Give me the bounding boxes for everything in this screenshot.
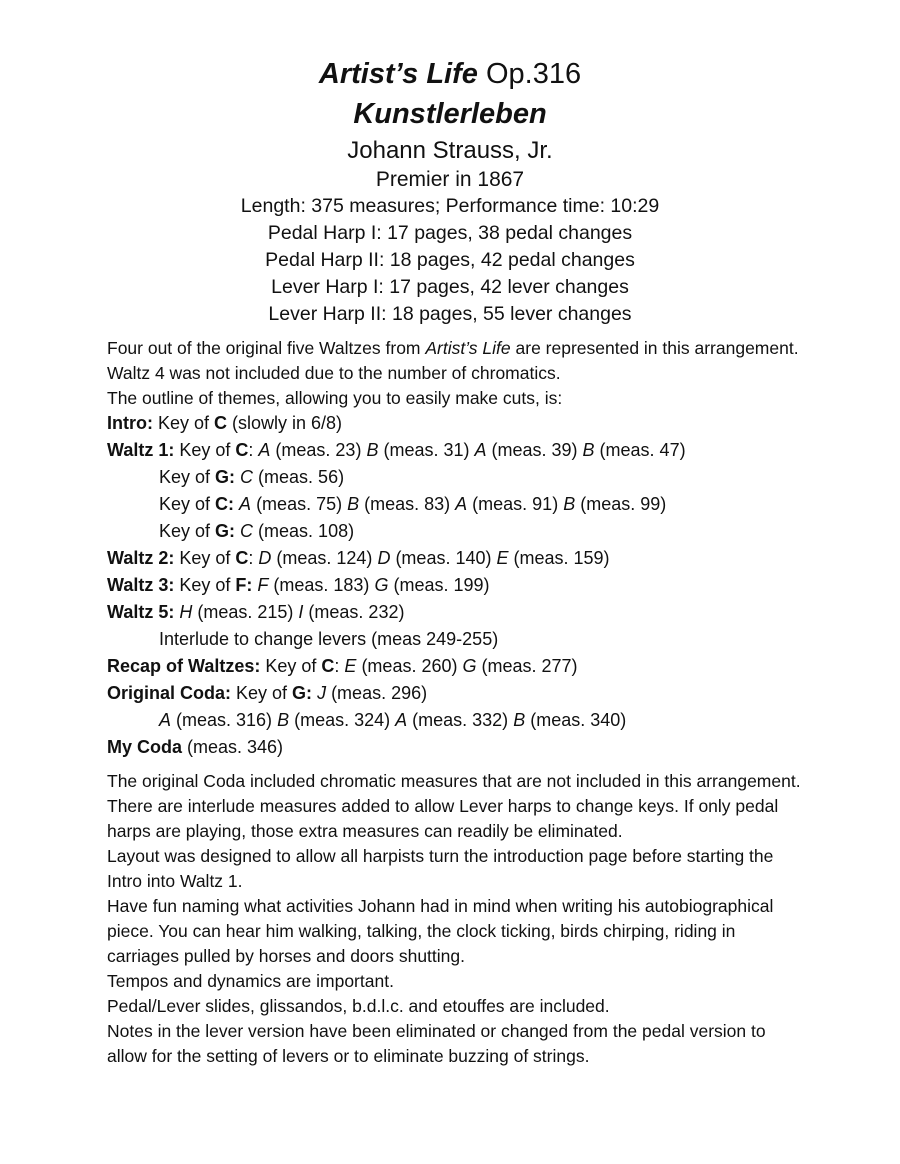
- outline-text: Key of: [159, 521, 216, 541]
- outline-theme: F: [257, 575, 269, 595]
- outline-coda-line2: [107, 707, 827, 734]
- outline-text: (meas. 47): [594, 440, 686, 460]
- outline-waltz1: [107, 437, 827, 464]
- outline-my-coda: [107, 734, 827, 761]
- outline-theme: A: [258, 440, 271, 460]
- title-opus: Op.316: [477, 58, 582, 90]
- outline-text: (meas. 215): [192, 602, 299, 622]
- intro-paragraph: [107, 336, 807, 411]
- stats-block: [0, 193, 900, 328]
- outline-text: (meas. 260): [356, 656, 463, 676]
- outline-key: C: [214, 413, 228, 433]
- outline-theme: H: [179, 602, 193, 622]
- outline-theme: G: [462, 656, 477, 676]
- intro-text-1: Four out of the original five Waltzes from: [107, 338, 426, 358]
- outline-theme: B: [582, 440, 595, 460]
- outline-theme: B: [277, 710, 290, 730]
- outline-text: :: [248, 548, 259, 568]
- note-item: Tempos and dynamics are important.: [107, 971, 394, 991]
- stats-length: Length: 375 measures; Performance time: 10:29: [240, 195, 660, 217]
- notes-block: [107, 769, 807, 1069]
- outline-label: Waltz 5:: [107, 602, 175, 622]
- intro-title-italic: Artist’s Life: [425, 338, 511, 358]
- subtitle: Kunstlerleben: [353, 98, 547, 130]
- stats-pedal-harp-2: Pedal Harp II: 18 pages, 42 pedal changes: [265, 249, 635, 271]
- outline-text: (meas. 56): [253, 467, 345, 487]
- outline-key: C: [235, 548, 249, 568]
- outline-label: Waltz 2:: [107, 548, 175, 568]
- outline-text: :: [248, 440, 259, 460]
- outline-label: My Coda: [107, 737, 183, 757]
- intro-text-3: The outline of themes, allowing you to easily make cuts, is:: [107, 388, 563, 408]
- composer: Johann Strauss, Jr.: [347, 137, 553, 164]
- outline-theme: A: [474, 440, 487, 460]
- outline-text: (meas. 108): [253, 521, 355, 541]
- outline-text: Key of: [174, 575, 236, 595]
- note-item: Layout was designed to allow all harpists turn the introduction page before starting the Intro into Waltz 1.: [107, 846, 774, 891]
- outline-original-coda: [107, 680, 827, 707]
- outline-theme: B: [366, 440, 379, 460]
- outline-theme: E: [344, 656, 357, 676]
- outline-text: (meas. 91): [467, 494, 564, 514]
- outline-text: (meas. 346): [182, 737, 284, 757]
- themes-outline: [107, 410, 827, 761]
- note-item: The original Coda included chromatic measures that are not included in this arrangement.: [107, 771, 801, 791]
- note-item: Pedal/Lever slides, glissandos, b.d.l.c. and etouffes are included.: [107, 996, 610, 1016]
- outline-text: (meas. 324): [289, 710, 396, 730]
- outline-label: Waltz 1:: [107, 440, 175, 460]
- intro-text-2: are represented in this arrangement. Waltz 4 was not included due to the number of chromatics.: [107, 338, 799, 383]
- outline-waltz1-c: [107, 491, 827, 518]
- outline-text: (meas. 277): [476, 656, 578, 676]
- outline-text: :: [334, 656, 345, 676]
- outline-theme: B: [347, 494, 360, 514]
- outline-text: Key of: [152, 413, 215, 433]
- outline-label: Intro:: [107, 413, 153, 433]
- outline-waltz5: [107, 599, 827, 626]
- outline-text: Key of: [159, 467, 216, 487]
- outline-recap: [107, 653, 827, 680]
- stats-lever-harp-2: Lever Harp II: 18 pages, 55 lever changes: [268, 303, 632, 325]
- title-italic: Artist’s Life: [318, 58, 478, 90]
- outline-theme: A: [239, 494, 252, 514]
- outline-key: C:: [215, 494, 235, 514]
- outline-waltz1-g2: [107, 518, 827, 545]
- outline-theme: C: [240, 467, 254, 487]
- outline-text: (meas. 183): [268, 575, 375, 595]
- premier-line: Premier in 1867: [375, 168, 525, 191]
- outline-text: (meas. 39): [486, 440, 583, 460]
- outline-theme: J: [317, 683, 327, 703]
- outline-text: (meas. 75): [251, 494, 348, 514]
- outline-text: (meas. 140): [390, 548, 497, 568]
- outline-theme: I: [298, 602, 304, 622]
- outline-text: (meas. 159): [508, 548, 610, 568]
- outline-theme: A: [455, 494, 468, 514]
- outline-label: Waltz 3:: [107, 575, 175, 595]
- outline-text: (meas. 31): [378, 440, 475, 460]
- outline-theme: D: [377, 548, 391, 568]
- outline-text: (meas. 296): [326, 683, 428, 703]
- outline-text: Key of: [159, 494, 216, 514]
- outline-text: Key of: [174, 548, 236, 568]
- outline-theme: B: [513, 710, 526, 730]
- outline-text: Key of: [260, 656, 322, 676]
- outline-label: Original Coda:: [107, 683, 232, 703]
- title: [0, 55, 900, 93]
- outline-text: (slowly in 6/8): [227, 413, 343, 433]
- note-item: There are interlude measures added to allow Lever harps to change keys. If only pedal harps are playing, those extra measures can readily be eliminated.: [107, 796, 779, 841]
- outline-theme: E: [496, 548, 509, 568]
- outline-text: (meas. 124): [271, 548, 378, 568]
- note-item: Notes in the lever version have been eliminated or changed from the pedal version to allow for the setting of levers or to eliminate buzzing of strings.: [107, 1021, 766, 1066]
- outline-theme: C: [240, 521, 254, 541]
- outline-key: F:: [235, 575, 253, 595]
- outline-key: C: [235, 440, 249, 460]
- outline-key: G:: [215, 467, 236, 487]
- outline-key: G:: [215, 521, 236, 541]
- outline-text: (meas. 199): [388, 575, 490, 595]
- outline-text: (meas. 332): [407, 710, 514, 730]
- stats-pedal-harp-1: Pedal Harp I: 17 pages, 38 pedal changes: [267, 222, 633, 244]
- outline-theme: A: [159, 710, 172, 730]
- outline-theme: B: [563, 494, 576, 514]
- outline-text: (meas. 23): [270, 440, 367, 460]
- outline-theme: G: [374, 575, 389, 595]
- outline-text: Key of: [231, 683, 293, 703]
- outline-text: Key of: [174, 440, 236, 460]
- stats-lever-harp-1: Lever Harp I: 17 pages, 42 lever changes: [271, 276, 629, 298]
- note-item: Have fun naming what activities Johann had in mind when writing his autobiographical piece. You can hear him walking, talking, the clock ticking, birds chirping, riding in carriages pulled by horses and doors shutting.: [107, 896, 774, 966]
- outline-label: Recap of Waltzes:: [107, 656, 261, 676]
- outline-theme: D: [258, 548, 272, 568]
- outline-intro: [107, 410, 827, 437]
- outline-waltz2: [107, 545, 827, 572]
- outline-interlude: Interlude to change levers (meas 249-255): [159, 629, 499, 649]
- outline-waltz1-g: [107, 464, 827, 491]
- outline-text: (meas. 99): [575, 494, 667, 514]
- outline-text: (meas. 316): [171, 710, 278, 730]
- outline-waltz3: [107, 572, 827, 599]
- outline-text: (meas. 83): [359, 494, 456, 514]
- outline-theme: A: [395, 710, 408, 730]
- outline-key: G:: [292, 683, 313, 703]
- outline-text: (meas. 232): [303, 602, 405, 622]
- outline-key: C: [321, 656, 335, 676]
- outline-text: (meas. 340): [525, 710, 627, 730]
